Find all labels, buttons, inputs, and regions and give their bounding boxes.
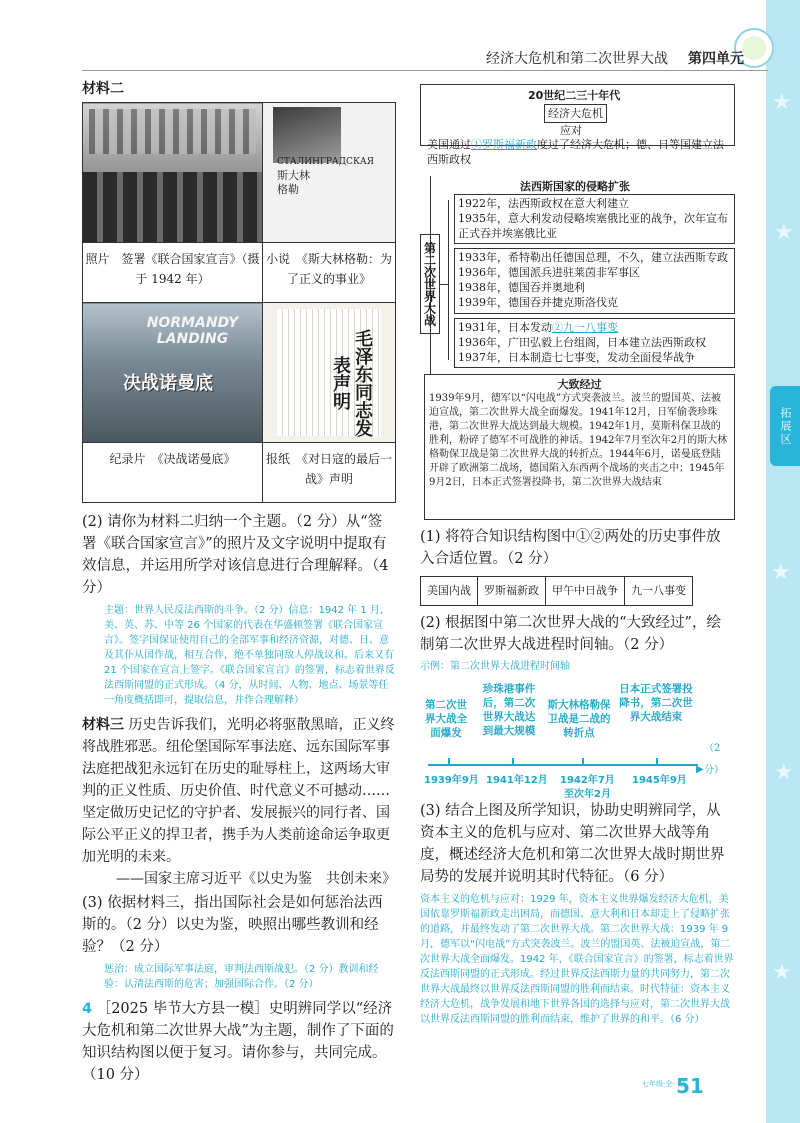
question-2-text: (2) 请你为材料二归纳一个主题。（2 分）从“签署《联合国家宣言》”的照片及文字说明中提取有效信息，并运用所学对该信息进行合理解释。（4 分） [82, 514, 389, 596]
material3-label: 材料三 [82, 717, 124, 733]
germany-box: 1933年，希特勒出任德国总理，不久，建立法西斯专政 1936年，德国派兵进驻莱茵非军事区 1938年，德国吞并奥地利 1939年，德国吞并捷克斯洛伐克 [454, 248, 735, 314]
cover-line: 格勒 [277, 183, 299, 196]
fill-blank-2[interactable]: ②九一八事变 [552, 321, 618, 334]
documentary-cn: 决战诺曼底 [123, 373, 213, 394]
timeline-tick [582, 758, 584, 766]
right-column [420, 84, 735, 1027]
answer-2: 主题：世界人民反法西斯的斗争。（2 分）信息：1942 年 1 月，美、英、苏、中等 26 个国家的代表在华盛顿签署《联合国家宣言》。签字国保证使用自己的全部军事和经济资源，对德、日、意及其仆从国作战，相互合作，绝不单独同敌人停战议和。后来又有 21 个国家在宣言上签字。《联合国家宣言》的签署，标志着世界反法西斯同盟的正式形成。（4 分，从时间、人物、地点、场景等任一角度概括即可，提取信息，并作合理解释） [104, 605, 395, 706]
option-cell[interactable]: 九一八事变 [625, 577, 693, 606]
timeline-title: 示例：第二次世界大战进程时间轴 [420, 661, 570, 672]
newspaper-headline: 毛泽东同志发表声明 [330, 328, 373, 437]
right-question-1-text: (1) 将符合知识结构图中①②两处的历史事件放入合适位置。（2 分） [420, 529, 721, 567]
timeline-event: 日本正式签署投降书，第二次世界大战结束 [619, 683, 693, 723]
fill-blank-1[interactable]: ①罗斯福新政 [471, 138, 537, 151]
question-4-text: ［2025 毕节大方县一模］史明辨同学以“经济大危机和第二次世界大战”为主题，制作了下面的知识结构图以便于复习。请你参与，共同完成。（10 分） [82, 1001, 394, 1083]
knowledge-diagram [420, 84, 735, 520]
cover-line: СТАЛИНГРАДСКАЯ [277, 157, 374, 167]
japan-box [454, 318, 735, 368]
right-question-3 [420, 800, 735, 1027]
japan-pre: 1931年，日本发动 [458, 321, 552, 334]
photo-newspaper [263, 303, 396, 443]
star-icon: ★ [771, 560, 791, 585]
material2-title: 材料二 [82, 81, 124, 97]
right-question-1 [420, 526, 735, 606]
question-4 [82, 998, 396, 1086]
timeline-tick [448, 758, 450, 766]
timeline-subdate: 至次年2月 [564, 789, 611, 800]
timeline-date: 1941年12月 [486, 775, 548, 786]
connector [440, 284, 448, 285]
footer-series: 七年级·全一册 [642, 1080, 687, 1088]
question-3 [82, 892, 396, 992]
timeline-tick [512, 758, 514, 766]
photo-novel-cover [263, 103, 396, 243]
material3-source: ——国家主席习近平《以史为鉴 共创未来》 [116, 871, 396, 887]
left-column [82, 78, 396, 1086]
page-header [486, 48, 744, 68]
option-cell[interactable]: 美国内战 [421, 577, 478, 606]
material3-text: 历史告诉我们，光明必将驱散黑暗，正义终将战胜邪恶。纽伦堡国际军事法庭、远东国际军事法庭把战犯永远钉在历史的耻辱柱上，这两场大审判的正义性质、历史价值、时代意义不可撼动……坚定做历史记忆的守护者、发展振兴的同行者、国际公平正义的捍卫者，携手为人类前途命运争取更加光明的未来。 [82, 717, 395, 865]
cover-line: 斯大林 [277, 169, 310, 182]
crisis-box: 经济大危机 [544, 104, 607, 123]
japan-rest: 1936年，广田弘毅上台组阁，日本建立法西斯政权 1937年，日本制造七七事变，发动全面侵华战争 [458, 336, 706, 364]
course-box [424, 374, 735, 520]
star-icon: ★ [772, 960, 792, 985]
caption-1: 照片 签署《联合国家宣言》（摄于 1942 年） [83, 243, 263, 303]
course-text: 1939年9月，德军以“闪电战”方式突袭波兰。波兰的盟国英、法被迫宣战，第二次世界大战全面爆发。1941年12月，日军偷袭珍珠港，第二次世界大战达到最大规模。1942年1月，莫斯科保卫战的胜利，粉碎了德军不可战胜的神话。1942年7月至次年2月的斯大林格勒保卫战是第二次世界大战的转折点。1944年6月，诺曼底登陆开辟了欧洲第二战场，德国陷入东西两个战场的夹击之中；1945年9月2日，日本正式签署投降书，第二次世界大战结束 [429, 393, 728, 488]
right-answer-3: 资本主义的危机与应对：1929 年，资本主义世界爆发经济大危机，美国依靠罗斯福新政走出困局，而德国、意大利和日本却走上了侵略扩张的道路，并最终发动了第二次世界大战。第二次世界大战：1939 年 9 月，德军以“闪电战”方式突袭波兰。波兰的盟国英、法被迫宣战，第二次世界大战全面爆发。1942 年，《联合国家宣言》的签署，标志着世界反法西斯同盟的正式形成。经过世界反法西斯力量的共同努力，第二次世界大战最终以世界反法西斯同盟的胜利而结束。时代特征：资本主义经济大危机，战争发展和地下世界各国的选择与应对，第二次世界大战以世界反法西斯同盟的胜利而结束，维护了世界的和平。（6 分） [420, 894, 734, 1025]
option-table [420, 576, 693, 606]
italy-box: 1922年，法西斯政权在意大利建立 1935年，意大利发动侵略埃塞俄比亚的战争，次年宣布正式吞并埃塞俄比亚 [454, 194, 735, 244]
usa-post: 度过了经济大危机；德、日等国建立法西斯政权 [427, 138, 724, 166]
timeline-event: 珍珠港事件后，第二次世界大战达到最大规模 [482, 683, 536, 737]
connector [448, 200, 449, 360]
right-question-2-text: (2) 根据图中第二次世界大战的“大致经过”，绘制第二次世界大战进程时间轴。（2 分） [420, 615, 721, 653]
war-label: 第二次世界大战 [420, 234, 440, 334]
option-cell[interactable]: 罗斯福新政 [478, 577, 546, 606]
photo-declaration [83, 103, 263, 243]
material3 [82, 714, 396, 890]
expansion-label: 法西斯国家的侵略扩张 [520, 180, 630, 193]
photo-documentary [83, 303, 263, 443]
timeline-tick [656, 758, 658, 766]
question-4-number: 4 [82, 1001, 93, 1017]
timeline-score: （2 分） [704, 743, 724, 776]
caption-3: 纪录片 《决战诺曼底》 [83, 443, 263, 503]
documentary-en: NORMANDY LANDING [146, 315, 239, 347]
arrow-right-icon: ▶ [696, 764, 704, 775]
star-icon: ★ [774, 760, 794, 785]
header-title: 经济大危机和第二次世界大战 [486, 51, 668, 67]
header-unit: 第四单元 [688, 51, 744, 67]
material2-table [82, 102, 396, 503]
timeline [420, 680, 735, 800]
side-tab[interactable]: 拓展区 [770, 386, 800, 466]
timeline-date: 1942年7月 [560, 775, 615, 786]
era-label: 20世纪二三十年代 [528, 89, 621, 102]
divider [82, 70, 768, 71]
course-title: 大致经过 [557, 378, 602, 391]
timeline-date: 1939年9月 [424, 775, 479, 786]
caption-4: 报纸 《对日寇的最后一战》声明 [263, 443, 396, 503]
right-question-3-text: (3) 结合上图及所学知识，协助史明辨同学，从资本主义的危机与应对、第二次世界大战等角度，概述经济大危机和第二次世界大战时期世界局势的发展并说明其时代特征。（6 分） [420, 803, 725, 885]
question-2 [82, 511, 396, 708]
caption-2: 小说 《斯大林格勒：为了正义的事业》 [263, 243, 396, 303]
usa-pre: 美国通过 [427, 138, 471, 151]
sidebar-strip [766, 0, 800, 1123]
timeline-date: 1945年9月 [632, 775, 687, 786]
timeline-event: 第二次世界大战全面爆发 [425, 699, 467, 739]
option-cell[interactable]: 甲午中日战争 [546, 577, 625, 606]
star-icon: ★ [774, 220, 794, 245]
usa-box [424, 136, 731, 168]
timeline-event: 斯大林格勒保卫战是二战的转折点 [547, 699, 611, 739]
page-number: 51 [676, 1074, 704, 1098]
answer-3: 惩治：成立国际军事法庭，审判法西斯战犯。（2 分）教训和经验：认清法西斯的危害；加强国际合作。（2 分） [104, 964, 379, 990]
right-question-2 [420, 612, 735, 800]
star-icon: ★ [772, 90, 792, 115]
question-3-text: (3) 依据材料三，指出国际社会是如何惩治法西斯的。（2 分）以史为鉴，映照出哪些教训和经验？（2 分） [82, 895, 383, 955]
response-label: 应对 [560, 124, 582, 137]
